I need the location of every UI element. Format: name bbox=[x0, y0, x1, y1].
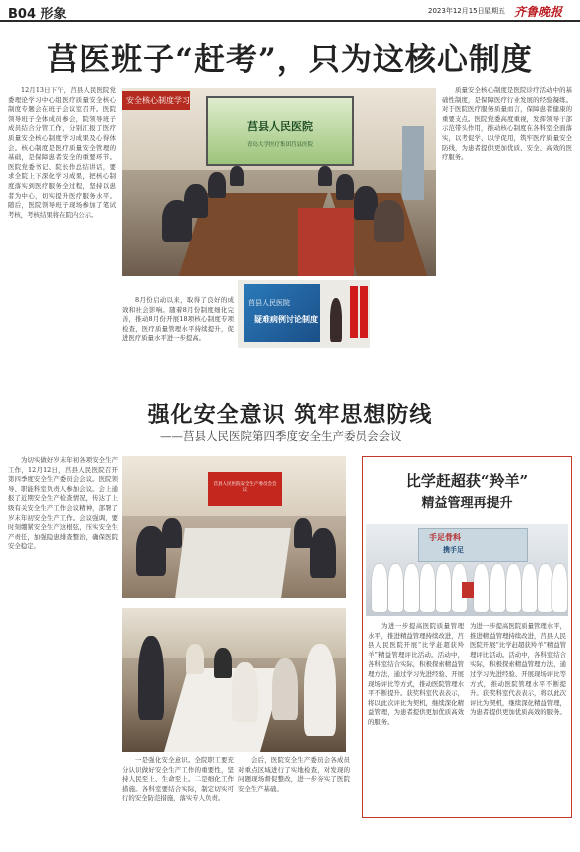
inset-presentation-photo bbox=[236, 278, 372, 350]
staff-group-photo bbox=[366, 524, 568, 616]
inset-slide-line1: 莒县人民医院 bbox=[248, 299, 290, 307]
photo4-board-line1: 手足骨科 bbox=[429, 533, 461, 542]
article2-column-left: 为切实做好岁末年初各项安全生产工作，12月12日，莒县人民医院召开第四季度安全生产委员会会议。医院领导、职能科室负责人参加会议。会上通报了近期安全生产检查情况，传达了上级有关安全生产工作会议精神，部署了岁末年初安全生产工作。会议强调，要时刻绷紧安全生产这根弦，压实安全生产责任，加强隐患排查整治，确保医院安全稳定。 bbox=[8, 456, 118, 551]
photo1-screen-title: 莒县人民医院 bbox=[247, 120, 313, 133]
inspection-photo bbox=[122, 608, 346, 752]
photo4-board-line2: 携手足 bbox=[443, 546, 464, 554]
article2-title: 强化安全意识 筑牢思想防线 bbox=[147, 402, 433, 428]
article3-column-left: 为进一步提高医院质量管理水平，推进精益管理持续改进，莒县人民医院开展“比学赶超获羚羊”精益管理评比活动。活动中，各科室结合实际，积极探索精益管理方法，通过学习先进经验、开展现场评比等方式，推动医院管理水平不断提升。获奖科室代表表示，将以此次评比为契机，继续深化精益管理，为患者提供更加优质高效的服务。 bbox=[368, 622, 464, 726]
article3-title-line2: 精益管理再提升 bbox=[421, 496, 513, 511]
issue-date: 2023年12月15日 bbox=[428, 7, 485, 15]
article3-title-line1: 比学赶超获“羚羊” bbox=[405, 472, 529, 490]
article2-subtitle: ——莒县人民医院第四季度安全生产委员会会议 bbox=[160, 429, 402, 443]
article1-title: 莒医班子“赶考”，只为这核心制度 bbox=[47, 42, 533, 78]
issue-weekday: 星期五 bbox=[484, 7, 505, 15]
page-label: B04 形象 bbox=[8, 7, 67, 22]
article3-column-right: 为进一步提高医院质量管理水平，推进精益管理持续改进，莒县人民医院开展“比学赶超获羚羊”精益管理评比活动。活动中，各科室结合实际，积极探索精益管理方法，通过学习先进经验、开展现场评比等方式，推动医院管理水平不断提升。获奖科室代表表示，将以此次评比为契机，继续深化精益管理，为患者提供更加优质高效的服务。 bbox=[470, 622, 566, 717]
inset-slide-line2: 疑难病例讨论制度 bbox=[254, 314, 318, 324]
article2-column-bottom-left: 一是强化安全意识。全院职工要充分认识做好安全生产工作的重要性，坚持人民至上、生命至上。二是细化工作措施。各科室要结合实际，制定切实可行的安全防范措施，落实专人负责。 bbox=[122, 756, 234, 803]
meeting-photo-2 bbox=[122, 456, 346, 598]
photo4-department-board bbox=[418, 528, 528, 562]
article1-column-left: 12月13日下午，莒县人民医院党委理论学习中心组医疗质量安全核心制度专题会在班子会议室召开。医院领导班子全体成员参会，院领导班子成员结合分管工作，分别汇报了医疗质量安全核心制度学习成果及心得体会。核心制度是医疗质量安全管理的基础，是保障患者安全的重要环节。医院党委书记、院长作总结讲话，要求全院上下深化学习成果，把核心制度落实到医疗服务全过程，坚持以患者为中心，切实提升医疗服务水平。随后，医院领导班子现场参加了笔试考核，考核结果将在院内公示。 bbox=[8, 86, 116, 219]
article2-column-bottom-right: 会后，医院安全生产委员会各成员对重点区域进行了实地检查，对发现的问题现场督促整改，进一步夯实了医院安全生产基础。 bbox=[238, 756, 350, 793]
article1-column-right: 质量安全核心制度是医院诊疗活动中的基础性制度，是保障医疗行业发展的经验凝练。对于医院医疗服务质量而言，保障患者健康的重要支点。医院党委高度重视，发挥领导干部示范带头作用，推动核心制度在各科室全面落实，以考促学、以学促用，筑牢医疗质量安全防线，为患者提供更加优质、安全、高效的医疗服务。 bbox=[442, 86, 572, 162]
meeting-photo-1 bbox=[122, 88, 436, 276]
photo1-wall-banner: 安全核心制度学习 bbox=[122, 91, 190, 110]
photo1-screen-subtitle: 青岛大学医疗集团莒县医院 bbox=[246, 142, 313, 148]
inset-presentation-slide bbox=[244, 284, 320, 342]
photo2-banner-text: 莒县人民医院安全生产委员会会议 bbox=[213, 482, 277, 493]
article1-column-middle: 8月份启动以来，取得了良好的成效和社会影响。随着8月份制度细化完善，推动8月份开展18项核心制度专项检查，医疗质量管理水平持续提升，促进医疗质量水平进一步提高。 bbox=[122, 296, 234, 343]
photo2-wall-banner bbox=[208, 472, 282, 506]
photo1-projection-screen bbox=[206, 96, 354, 166]
newspaper-logo: 齐鲁晚报 bbox=[514, 5, 563, 19]
page-header bbox=[0, 0, 580, 22]
photo4-award-certificate bbox=[462, 582, 474, 598]
